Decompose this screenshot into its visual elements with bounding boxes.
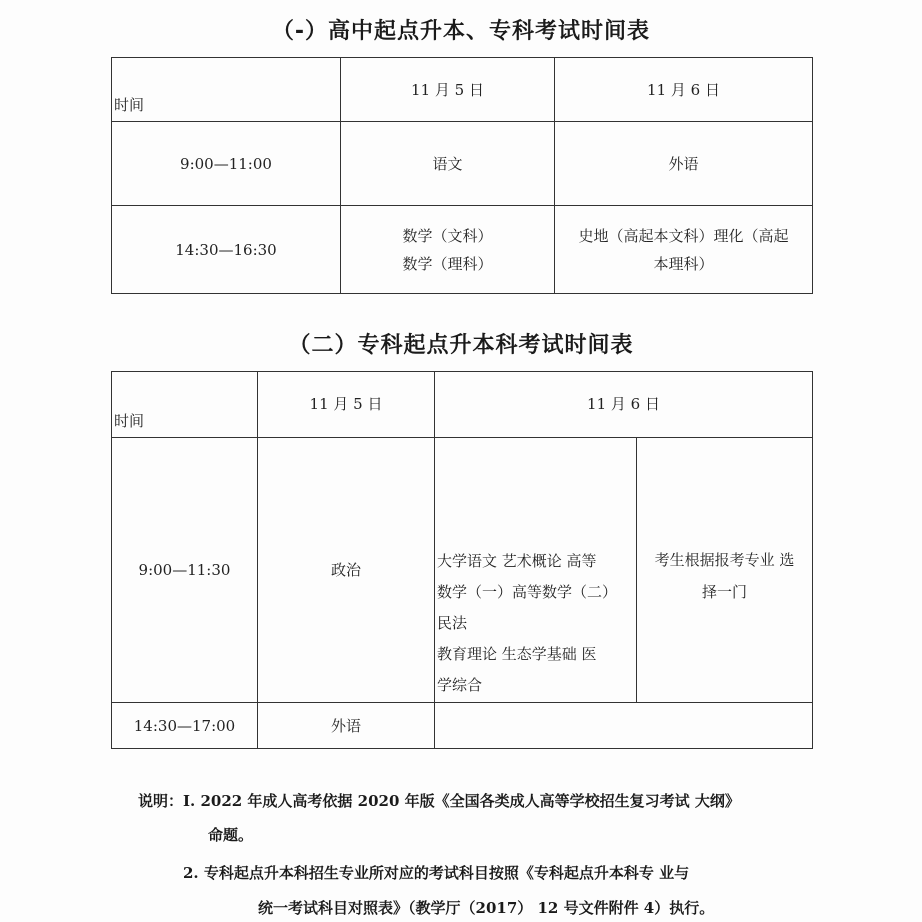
time-header-cell (112, 372, 258, 438)
subject-cell (341, 122, 555, 206)
note-line-1: 说明：I. 2022 年成人高考依据 2020 年版《全国各类成人高等学校招生复习考试 大纲》 (138, 792, 740, 810)
date-header-nov5: 11 月 5 日 (341, 58, 555, 122)
table-row (112, 122, 813, 206)
choose-one-note-cell (637, 438, 813, 703)
subject-line: 数学（一）高等数学（二） (437, 583, 618, 601)
subject-cell (555, 122, 813, 206)
exam-schedule-table-2 (111, 371, 813, 749)
subject-list-cell (435, 438, 637, 703)
subject-cell: 政治 (258, 438, 435, 703)
subject: 史地（高起本文科）理化（高起 (578, 226, 789, 245)
table-header-row (112, 58, 813, 122)
time-header: 时间 (114, 412, 145, 430)
subject: 数学（理科） (402, 254, 493, 273)
note-line: 考生根据报考专业 选 (654, 551, 795, 569)
note-line-3: 2. 专科起点升本科招生专业所对应的考试科目按照《专科起点升本科专 业与 (183, 864, 690, 882)
subject-line: 教育理论 生态学基础 医 (437, 645, 597, 663)
table-row (112, 438, 813, 703)
subject: 本理科） (653, 254, 714, 273)
subject-line: 大学语文 艺术概论 高等 (437, 552, 597, 570)
time-cell: 14:30—16:30 (112, 206, 341, 294)
table-row (112, 206, 813, 294)
subject-line: 学综合 (437, 676, 483, 694)
subject: 外语 (668, 154, 699, 173)
subject-line: 民法 (437, 614, 468, 632)
note-line: 择一门 (701, 583, 747, 601)
subject: 数学（文科） (402, 226, 493, 245)
date-header-nov6: 11 月 6 日 (435, 372, 813, 438)
table-header-row (112, 372, 813, 438)
table-row (112, 703, 813, 749)
subject-cell: 外语 (258, 703, 435, 749)
date-header-nov6: 11 月 6 日 (555, 58, 813, 122)
time-cell: 9:00—11:30 (112, 438, 258, 703)
subject-cell (341, 206, 555, 294)
time-header: 时间 (114, 96, 145, 114)
note-line-4: 统一考试科目对照表》（教学厅（2017） 12 号文件附件 4）执行。 (258, 899, 715, 917)
note-line-2: 命题。 (208, 826, 254, 844)
date-header-nov5: 11 月 5 日 (258, 372, 435, 438)
time-cell: 9:00—11:00 (112, 122, 341, 206)
time-cell: 14:30—17:00 (112, 703, 258, 749)
table1-title: （-）高中起点升本、专科考试时间表 (271, 19, 651, 44)
table2-title: （二）专科起点升本科考试时间表 (288, 333, 634, 358)
subject-cell (435, 703, 813, 749)
subject: 语文 (432, 154, 463, 173)
exam-schedule-table-1 (111, 57, 813, 294)
time-header-cell (112, 58, 341, 122)
subject-cell (555, 206, 813, 294)
